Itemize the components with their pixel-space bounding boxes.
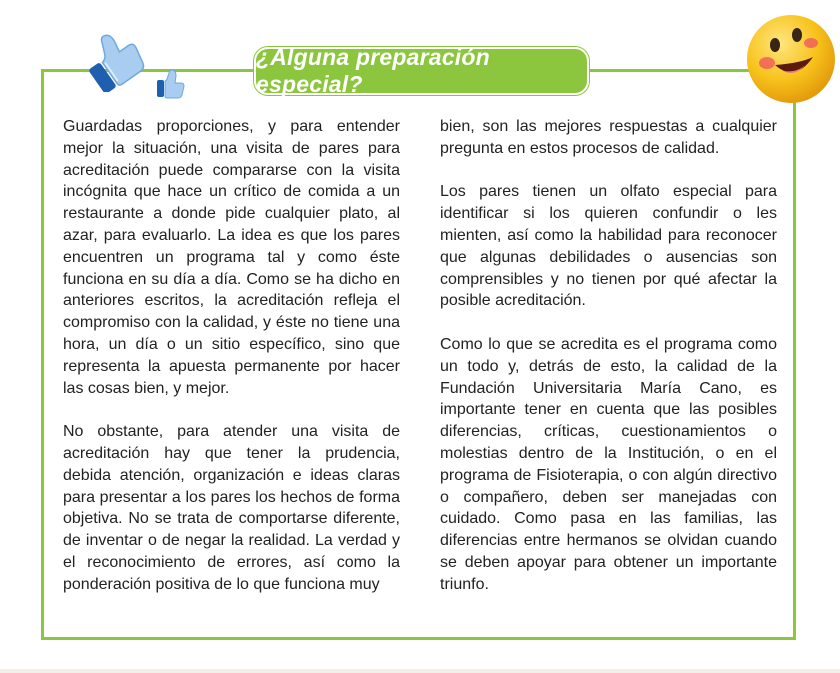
section-title-banner	[254, 44, 589, 97]
paragraph: Guardadas proporciones, y para entender mejor la situación, una visita de pares para acreditación puede compararse con la visita incógnita que hace un crítico de comida a un restaurante a donde pide cualquier plato, al azar, para evaluarlo. La idea es que los pares encuentren un programa tal y como éste funciona en su día a día. Como se ha dicho en anteriores escritos, la acreditación refleja el compromiso con la calidad, y éste no tiene una hora, un día o un sitio específico, sino que representa la apuesta permanente por hacer las cosas bien, y mejor.	[63, 118, 400, 397]
left-text-column	[63, 116, 400, 617]
paragraph: No obstante, para atender una visita de acreditación hay que tener la prudencia, debida atención, organización e ideas claras para presentar a los pares los hechos de forma objetiva. No se trata de comportarse diferente, de inventar o de negar la realidad. La verdad y el reconocimiento de errores, así como la ponderación positiva de lo que funciona muy	[63, 423, 400, 593]
bottom-strip	[0, 669, 840, 673]
section-title: ¿Alguna preparación especial?	[256, 44, 490, 97]
thumbs-up-icon	[154, 64, 186, 100]
paragraph: Los pares tienen un olfato especial para identificar si los quieren confundir o les mienten, así como la habilidad para reconocer que algunas debilidades o ausencias son comprensibles y no tienen por qué afectar la posible acreditación.	[440, 183, 777, 310]
right-text-column	[440, 116, 777, 617]
paragraph: Como lo que se acredita es el programa como un todo y, detrás de esto, la calidad de la Fundación Universitaria María Cano, es importante tener en cuenta que las posibles diferencias, críticas, cuestionamientos o molestias dentro de la Institución, o en el programa de Fisioterapia, o con algún directivo o compañero, deben ser manejadas con cuidado. Como pasa en las familias, las diferencias entre hermanos se olvidan cuando se deben apoyar para obtener un importante triunfo.	[440, 335, 777, 593]
thumbs-up-icon	[77, 22, 147, 92]
smiling-face-icon	[745, 13, 837, 105]
paragraph: bien, son las mejores respuestas a cualquier pregunta en estos procesos de calidad.	[440, 118, 777, 157]
